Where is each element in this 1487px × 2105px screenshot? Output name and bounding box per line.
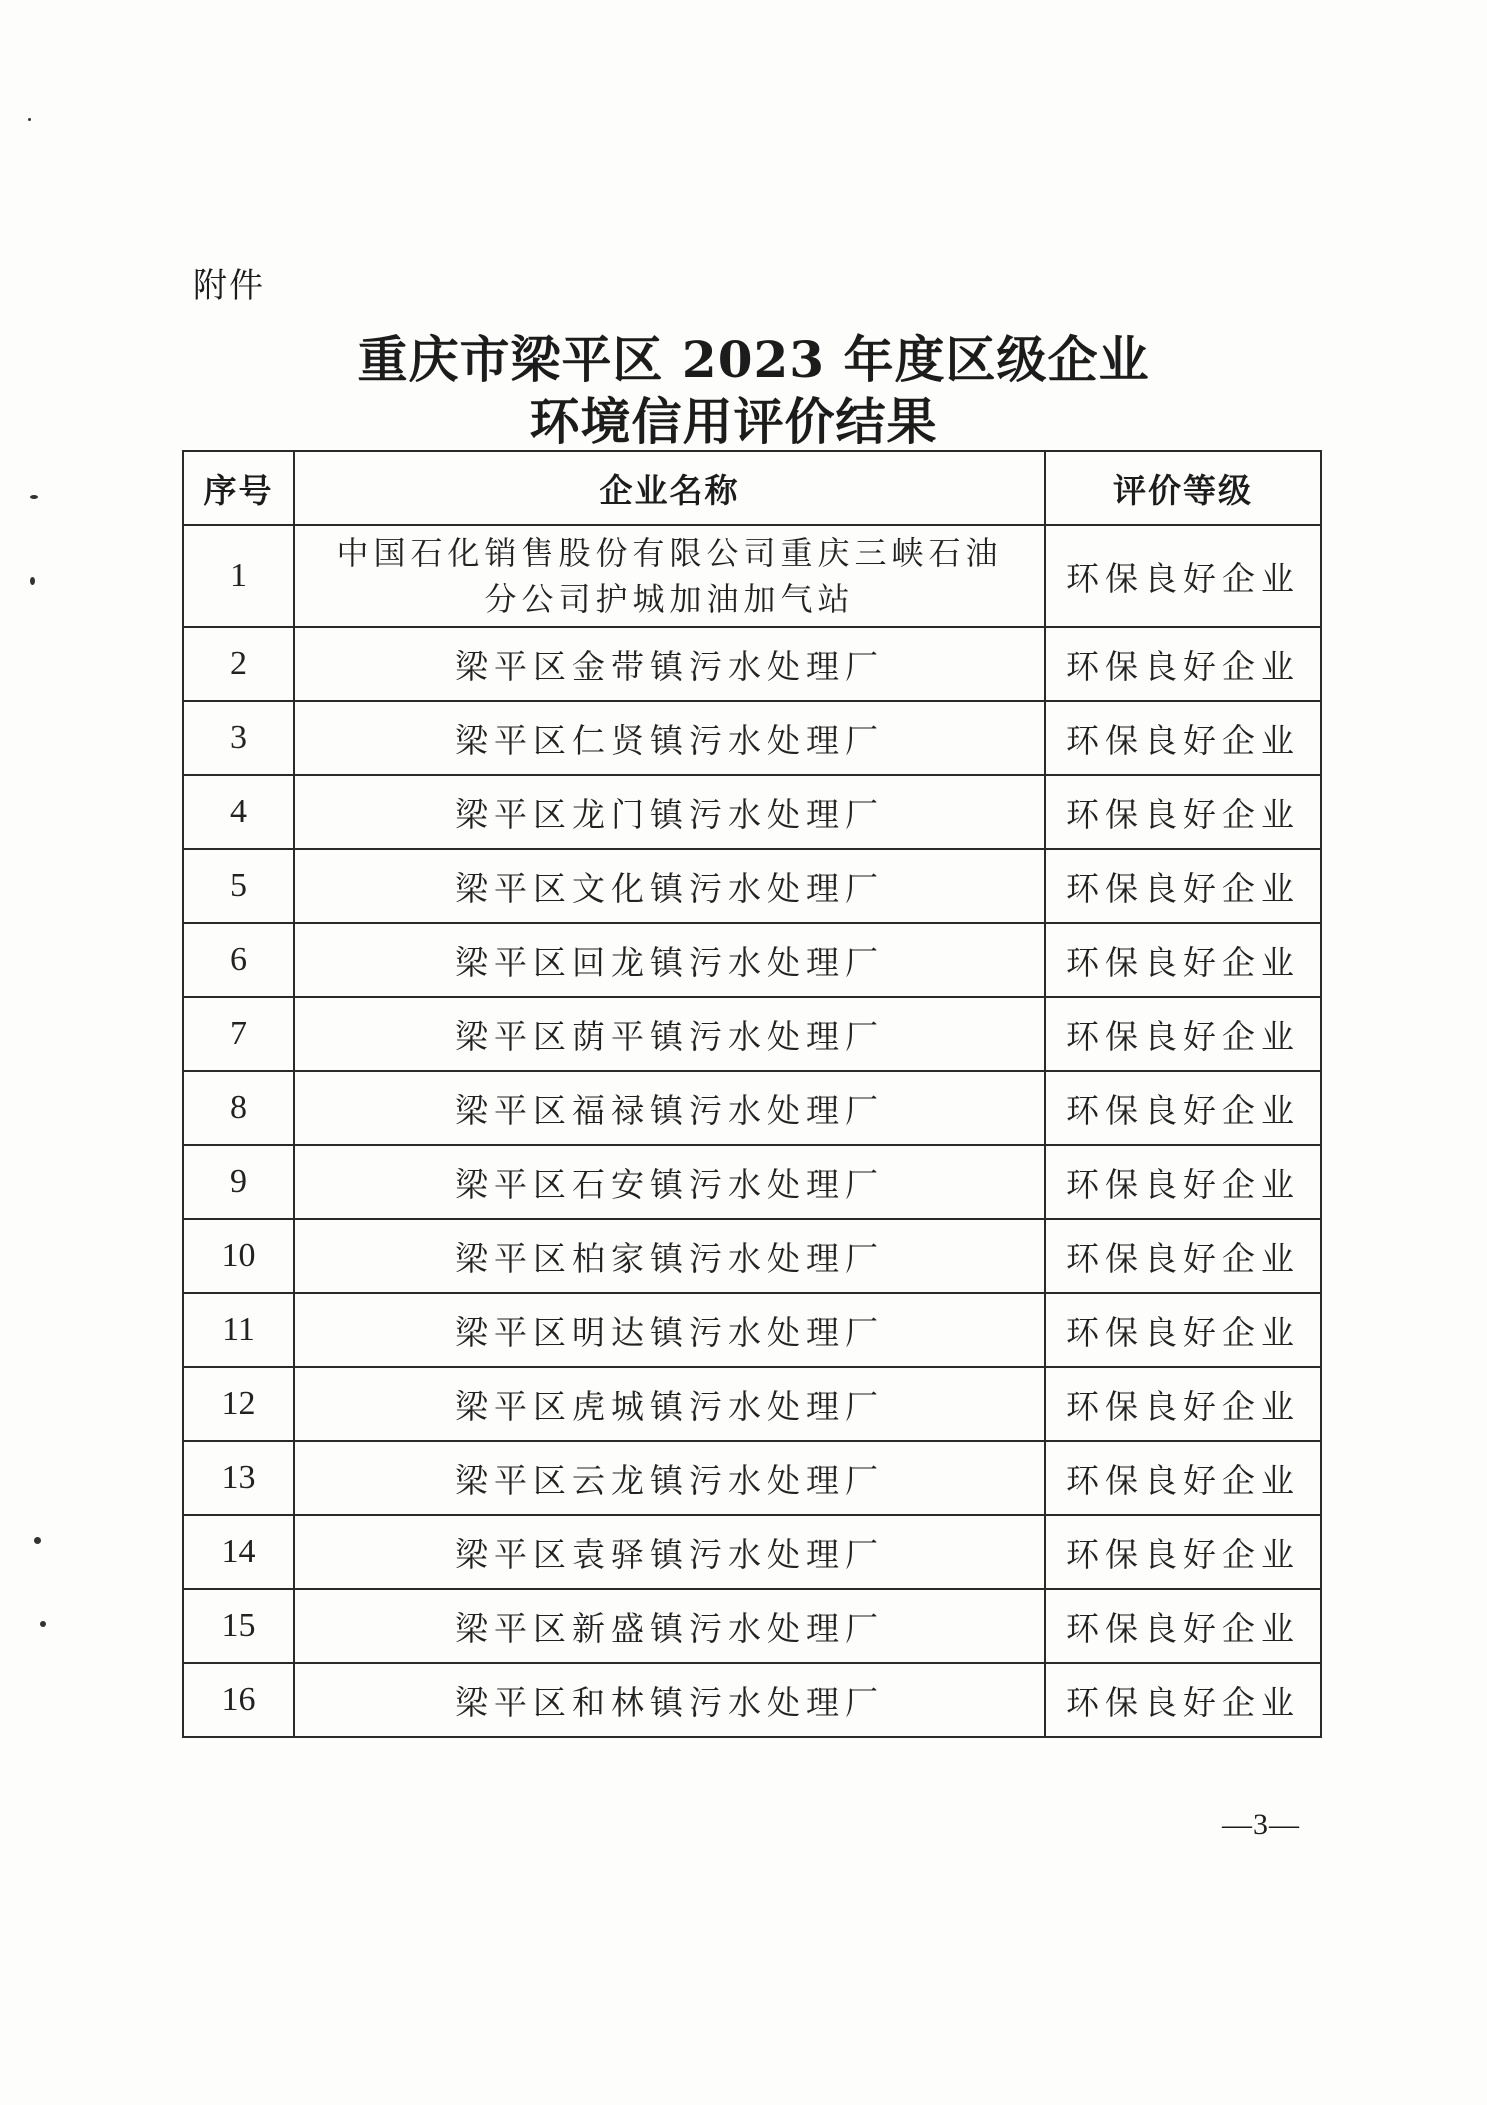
- row-grade: 环保良好企业: [1045, 1071, 1321, 1145]
- table-row: [183, 923, 1321, 997]
- row-index: 14: [183, 1515, 294, 1589]
- column-header-grade: 评价等级: [1045, 451, 1321, 525]
- evaluation-results-table: [182, 450, 1322, 1738]
- row-index: 1: [183, 525, 294, 627]
- table-row: [183, 1367, 1321, 1441]
- scan-speck: [40, 1621, 46, 1627]
- row-company-name: 梁平区文化镇污水处理厂: [294, 849, 1045, 923]
- row-company-name: 梁平区云龙镇污水处理厂: [294, 1441, 1045, 1515]
- row-index: 2: [183, 627, 294, 701]
- table-row: [183, 627, 1321, 701]
- table-row: [183, 1663, 1321, 1737]
- row-company-name: 梁平区荫平镇污水处理厂: [294, 997, 1045, 1071]
- row-index: 5: [183, 849, 294, 923]
- row-grade: 环保良好企业: [1045, 701, 1321, 775]
- row-grade: 环保良好企业: [1045, 1293, 1321, 1367]
- scan-speck: [30, 577, 35, 585]
- page-number: —3—: [1222, 1808, 1300, 1841]
- row-index: 3: [183, 701, 294, 775]
- row-company-name: 梁平区新盛镇污水处理厂: [294, 1589, 1045, 1663]
- row-company-name: 梁平区龙门镇污水处理厂: [294, 775, 1045, 849]
- row-grade: 环保良好企业: [1045, 1663, 1321, 1737]
- table-row: [183, 1441, 1321, 1515]
- row-index: 11: [183, 1293, 294, 1367]
- table-row: [183, 1515, 1321, 1589]
- row-company-name: 梁平区金带镇污水处理厂: [294, 627, 1045, 701]
- table-row: [183, 1071, 1321, 1145]
- row-grade: 环保良好企业: [1045, 997, 1321, 1071]
- row-index: 10: [183, 1219, 294, 1293]
- row-grade: 环保良好企业: [1045, 923, 1321, 997]
- row-index: 9: [183, 1145, 294, 1219]
- row-index: 4: [183, 775, 294, 849]
- column-header-name: 企业名称: [294, 451, 1045, 525]
- row-index: 6: [183, 923, 294, 997]
- row-index: 8: [183, 1071, 294, 1145]
- table-row: [183, 849, 1321, 923]
- company-name-line-1: 中国石化销售股份有限公司重庆三峡石油: [336, 534, 1003, 572]
- table-row: [183, 1589, 1321, 1663]
- attachment-label: 附件: [193, 266, 265, 306]
- row-company-name: 梁平区袁驿镇污水处理厂: [294, 1515, 1045, 1589]
- row-index: 12: [183, 1367, 294, 1441]
- row-index: 7: [183, 997, 294, 1071]
- table-row: [183, 1219, 1321, 1293]
- company-name-line-2: 分公司护城加油加气站: [484, 580, 855, 618]
- row-company-name: 梁平区福禄镇污水处理厂: [294, 1071, 1045, 1145]
- scan-speck: [34, 1537, 41, 1544]
- row-grade: 环保良好企业: [1045, 775, 1321, 849]
- row-grade: 环保良好企业: [1045, 1145, 1321, 1219]
- table-row: [183, 525, 1321, 627]
- table-header-row: [183, 451, 1321, 525]
- row-company-name: 梁平区仁贤镇污水处理厂: [294, 701, 1045, 775]
- table-row: [183, 997, 1321, 1071]
- scan-speck: [28, 118, 31, 121]
- row-company-name: 梁平区柏家镇污水处理厂: [294, 1219, 1045, 1293]
- row-company-name: 梁平区石安镇污水处理厂: [294, 1145, 1045, 1219]
- row-grade: 环保良好企业: [1045, 1589, 1321, 1663]
- table-row: [183, 1293, 1321, 1367]
- column-header-index: 序号: [183, 451, 294, 525]
- scan-speck: [30, 495, 38, 499]
- document-title-line-2: 环境信用评价结果: [529, 392, 938, 451]
- document-title-line-1: 重庆市梁平区 2023 年度区级企业: [357, 330, 1150, 389]
- row-index: 13: [183, 1441, 294, 1515]
- row-company-name: [294, 525, 1045, 627]
- row-index: 16: [183, 1663, 294, 1737]
- row-grade: 环保良好企业: [1045, 849, 1321, 923]
- row-company-name: 梁平区和林镇污水处理厂: [294, 1663, 1045, 1737]
- row-grade: 环保良好企业: [1045, 1515, 1321, 1589]
- row-grade: 环保良好企业: [1045, 1441, 1321, 1515]
- row-grade: 环保良好企业: [1045, 627, 1321, 701]
- row-company-name: 梁平区回龙镇污水处理厂: [294, 923, 1045, 997]
- table-row: [183, 1145, 1321, 1219]
- row-grade: 环保良好企业: [1045, 525, 1321, 627]
- table-row: [183, 775, 1321, 849]
- table-row: [183, 701, 1321, 775]
- row-grade: 环保良好企业: [1045, 1367, 1321, 1441]
- row-company-name: 梁平区明达镇污水处理厂: [294, 1293, 1045, 1367]
- row-index: 15: [183, 1589, 294, 1663]
- row-company-name: 梁平区虎城镇污水处理厂: [294, 1367, 1045, 1441]
- row-grade: 环保良好企业: [1045, 1219, 1321, 1293]
